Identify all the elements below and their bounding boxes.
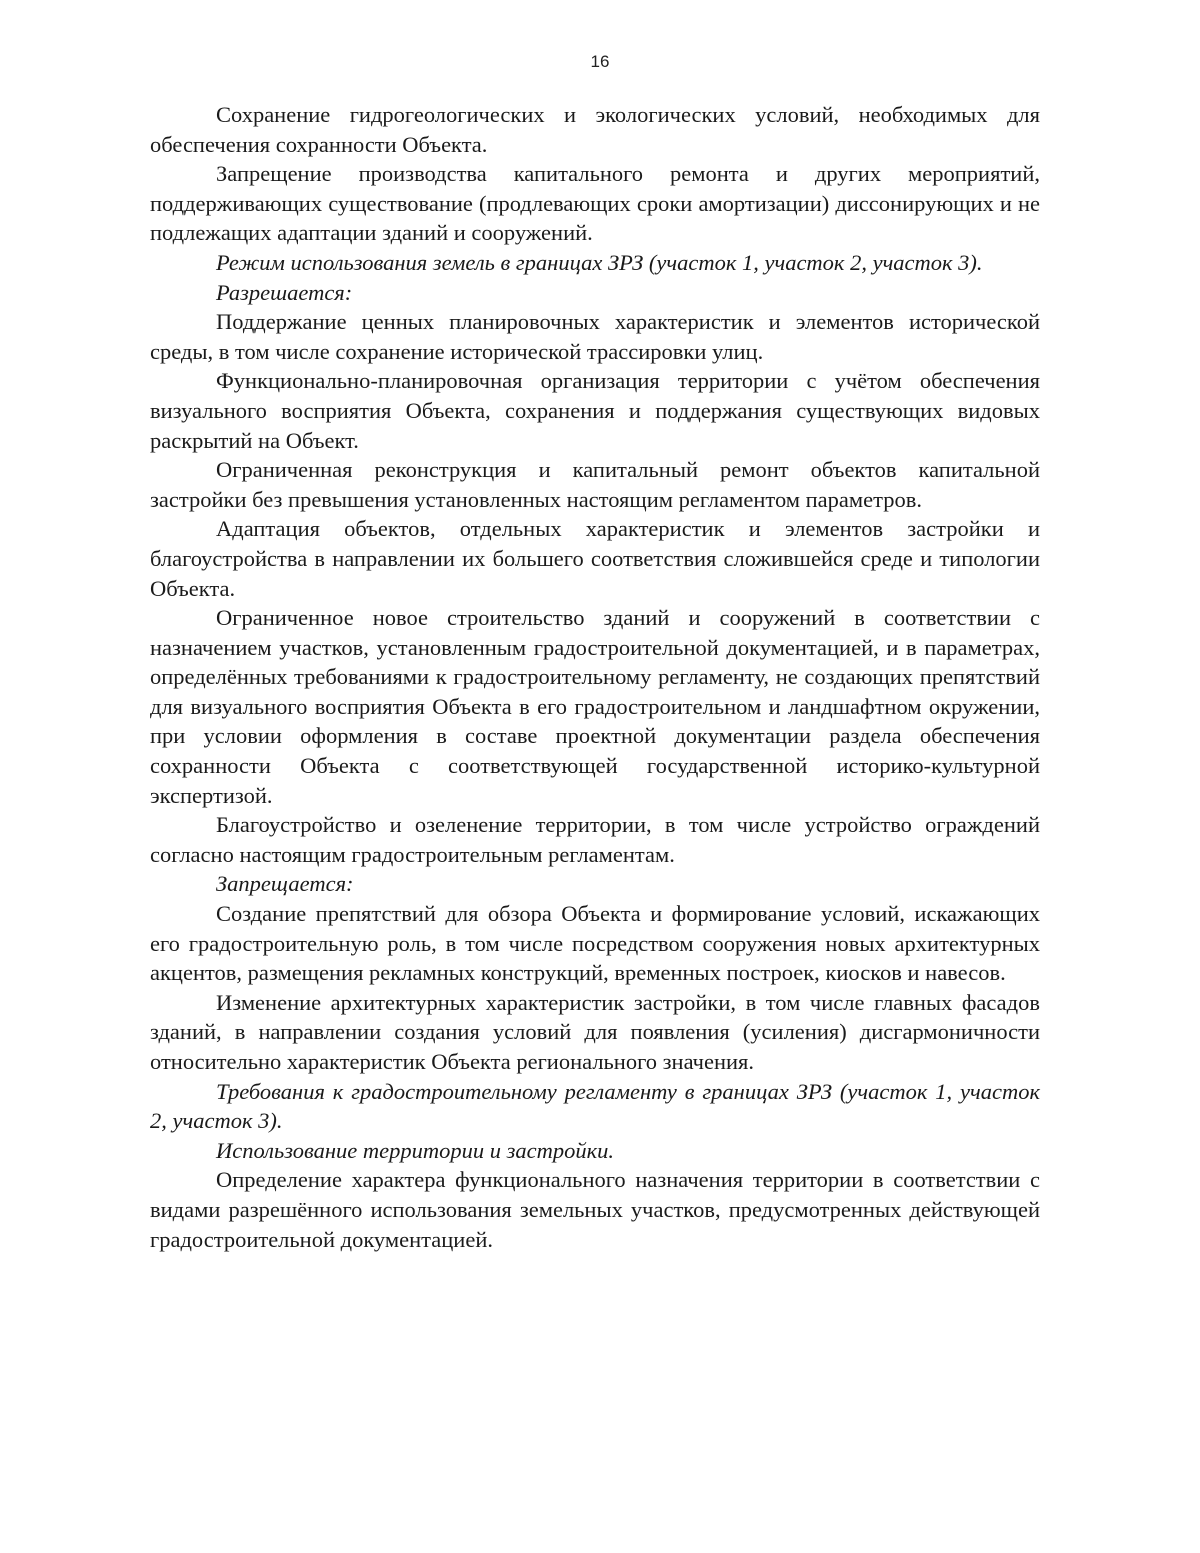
paragraph-new-construction: Ограниченное новое строительство зданий и сооружений в соответствии с назначением участков, установленным градостроительной документацией, и в параметрах, определённых требованиями к градостроительному регламенту, не создающих препятствий для визуального восприятия Объекта в его градостроительном и ландшафтном окружении, при условии оформления в составе проектной документации раздела обеспечения сохранности Объекта с соответствующей государственной историко-культурной экспертизой.	[150, 605, 1040, 808]
page-number: 16	[590, 52, 610, 71]
paragraph-landscaping: Благоустройство и озеленение территории, в том числе устройство ограждений согласно настоящим градостроительным регламентам.	[150, 812, 1040, 867]
heading-territory-use: Использование территории и застройки.	[216, 1137, 614, 1163]
section-land-use-regime: Режим использования земель в границах ЗРЗ (участок 1, участок 2, участок 3).	[216, 249, 983, 275]
paragraph-view-obstruction: Создание препятствий для обзора Объекта и формирование условий, искажающих его градостроительную роль, в том числе посредством сооружения новых архитектурных акцентов, размещения рекламных конструкций, временных построек, киосков и навесов.	[150, 901, 1040, 986]
paragraph-adaptation: Адаптация объектов, отдельных характеристик и элементов застройки и благоустройства в направлении их большего соответствия сложившейся среде и типологии Объекта.	[150, 516, 1040, 601]
paragraph-repair-ban: Запрещение производства капитального ремонта и других мероприятий, поддерживающих существование (продлевающих сроки амортизации) диссонирующих и не подлежащих адаптации зданий и сооружений.	[150, 161, 1040, 246]
paragraph-hydro-conditions: Сохранение гидрогеологических и экологических условий, необходимых для обеспечения сохранности Объекта.	[150, 102, 1040, 157]
paragraph-limited-reconstruction: Ограниченная реконструкция и капитальный ремонт объектов капитальной застройки без превышения установленных настоящим регламентом параметров.	[150, 457, 1040, 512]
paragraph-planning-characteristics: Поддержание ценных планировочных характеристик и элементов исторической среды, в том числе сохранение исторической трассировки улиц.	[150, 309, 1040, 364]
heading-prohibited: Запрещается:	[216, 871, 354, 897]
section-regulation-requirements: Требования к градостроительному регламенту в границах ЗРЗ (участок 1, участок 2, участок 3).	[150, 1078, 1040, 1134]
heading-allowed: Разрешается:	[216, 279, 353, 305]
document-body	[150, 100, 1040, 1254]
paragraph-functional-purpose: Определение характера функционального назначения территории в соответствии с видами разрешённого использования земельных участков, предусмотренных действующей градостроительной документацией.	[150, 1167, 1040, 1252]
paragraph-functional-planning: Функционально-планировочная организация территории с учётом обеспечения визуального восприятия Объекта, сохранения и поддержания существующих видовых раскрытий на Объект.	[150, 368, 1040, 453]
paragraph-architecture-change: Изменение архитектурных характеристик застройки, в том числе главных фасадов зданий, в направлении создания условий для появления (усиления) дисгармоничности относительно характеристик Объекта регионального значения.	[150, 989, 1040, 1074]
